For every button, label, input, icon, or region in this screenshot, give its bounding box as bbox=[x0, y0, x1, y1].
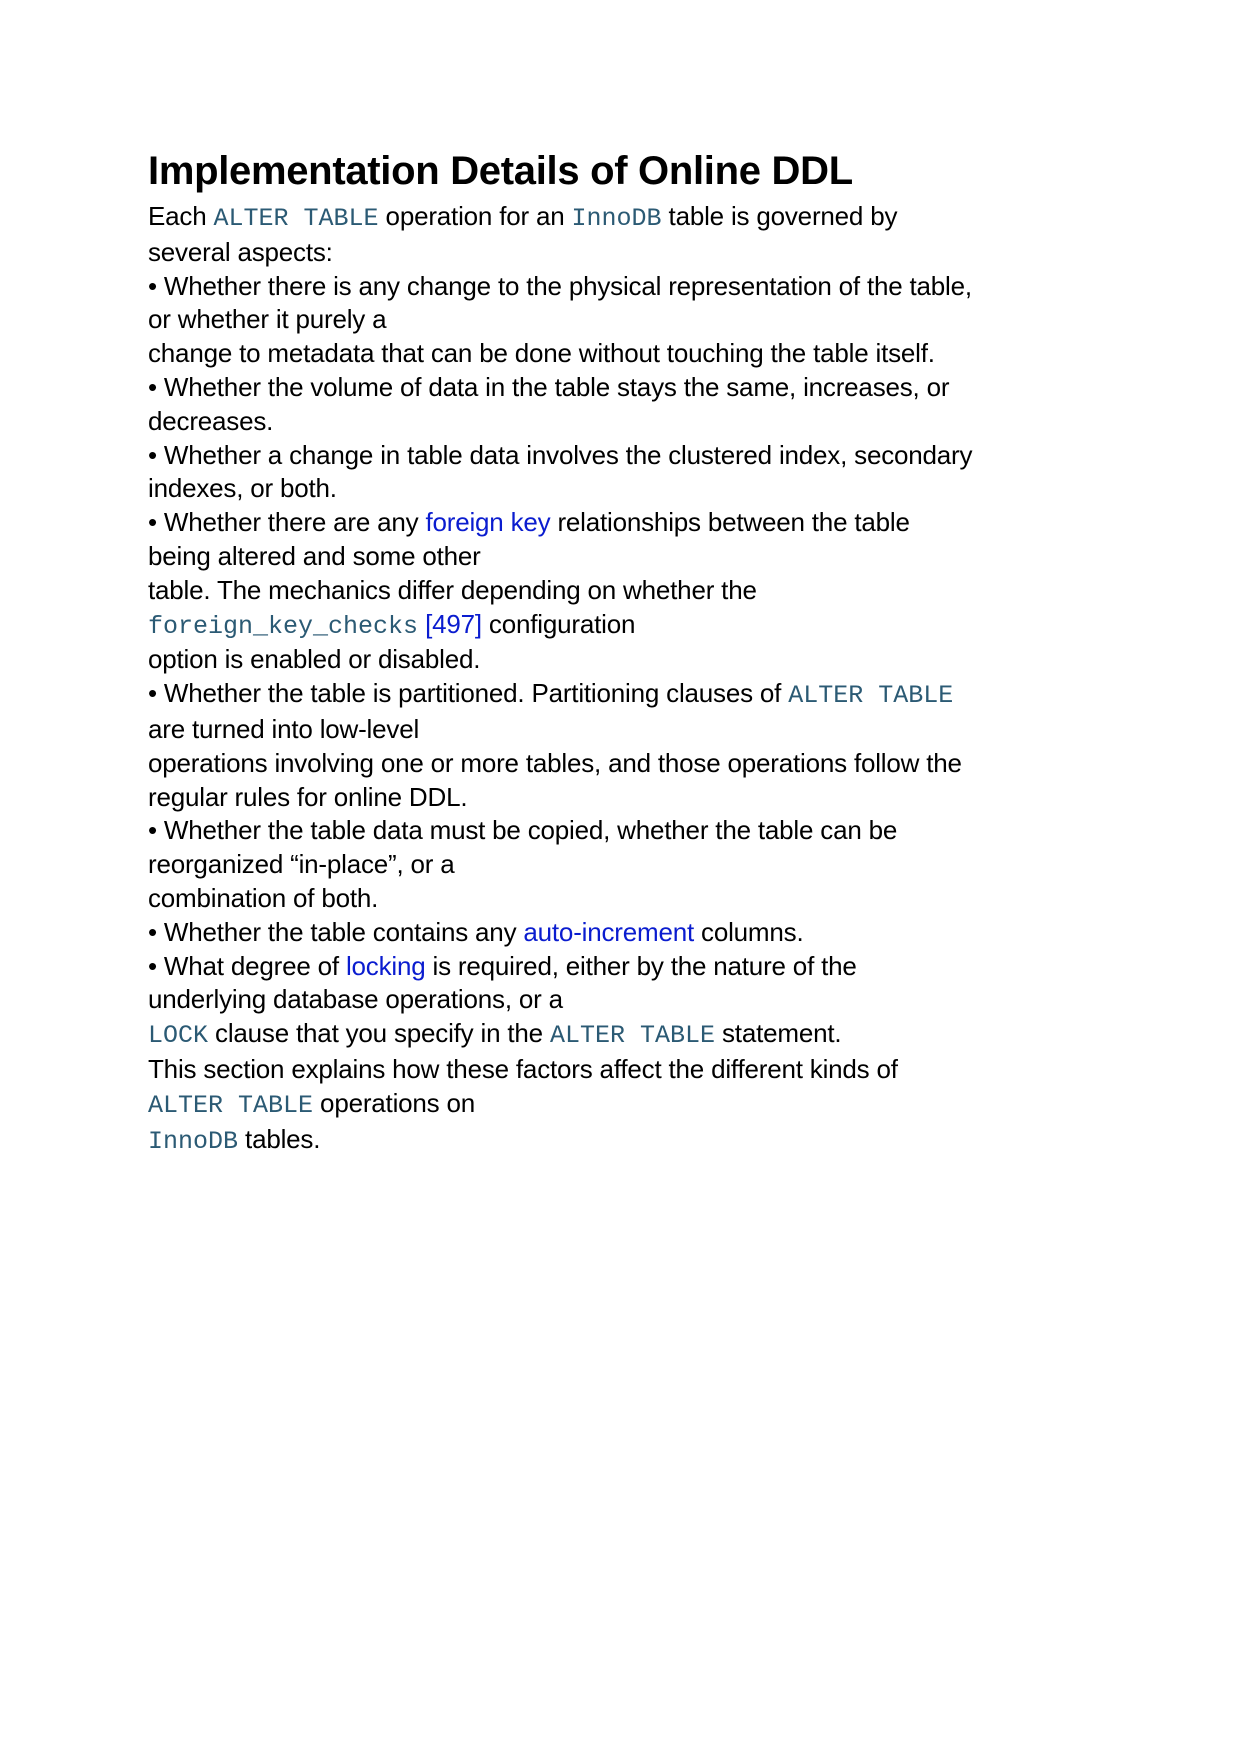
text-line bbox=[148, 337, 1098, 371]
text-line bbox=[148, 747, 1098, 781]
code-term: foreign_key_checks bbox=[148, 611, 419, 641]
text-run: change to metadata that can be done without touching the table itself. bbox=[148, 338, 935, 369]
text-run: • Whether there are any bbox=[148, 507, 426, 538]
doc-link[interactable]: foreign key bbox=[425, 507, 551, 538]
text-run: Each bbox=[148, 201, 214, 231]
text-run: table. The mechanics differ depending on whether the bbox=[148, 574, 757, 605]
text-line bbox=[148, 916, 1098, 950]
text-run: reorganized “in-place”, or a bbox=[148, 849, 455, 880]
text-run: tables. bbox=[238, 1123, 321, 1154]
doc-link[interactable]: [497] bbox=[425, 608, 482, 639]
page-title: Implementation Details of Online DDL bbox=[148, 149, 853, 193]
text-run: clause that you specify in the bbox=[208, 1018, 550, 1049]
text-run: • Whether a change in table data involves the clustered index, secondary bbox=[148, 439, 973, 470]
text-line bbox=[148, 713, 1098, 747]
text-run: combination of both. bbox=[148, 882, 379, 913]
text-line bbox=[148, 200, 1098, 236]
text-line bbox=[148, 270, 1098, 304]
text-line bbox=[148, 236, 1098, 270]
text-run: columns. bbox=[694, 916, 804, 947]
text-line bbox=[148, 506, 1098, 540]
text-line bbox=[148, 814, 1098, 848]
code-term: InnoDB bbox=[571, 204, 662, 233]
text-run: This section explains how these factors affect the different kinds of bbox=[148, 1053, 898, 1084]
text-line bbox=[148, 781, 1098, 815]
text-line bbox=[148, 303, 1098, 337]
text-line bbox=[148, 643, 1098, 677]
text-run: is required, either by the nature of the bbox=[425, 950, 857, 981]
text-run: operations involving one or more tables, and those operations follow the bbox=[148, 747, 962, 778]
body-text bbox=[148, 200, 1098, 1158]
text-run: operations on bbox=[313, 1087, 476, 1118]
text-run: configuration bbox=[481, 608, 636, 639]
document-page bbox=[148, 146, 1098, 1158]
text-line bbox=[148, 608, 1098, 644]
text-line bbox=[148, 1087, 1098, 1123]
text-run: operation for an bbox=[378, 201, 572, 231]
text-run: regular rules for online DDL. bbox=[148, 781, 468, 812]
text-line bbox=[148, 405, 1098, 439]
code-term: ALTER TABLE bbox=[213, 204, 379, 233]
text-line bbox=[148, 882, 1098, 916]
text-run: • What degree of bbox=[148, 950, 346, 981]
text-run: • Whether the table is partitioned. Partitioning clauses of bbox=[148, 678, 789, 709]
text-line bbox=[148, 574, 1098, 608]
text-line bbox=[148, 950, 1098, 984]
code-term: ALTER TABLE bbox=[788, 681, 954, 711]
text-run: indexes, or both. bbox=[148, 473, 337, 504]
doc-link[interactable]: auto-increment bbox=[523, 916, 695, 947]
text-line bbox=[148, 371, 1098, 405]
text-line bbox=[148, 848, 1098, 882]
text-run: relationships between the table bbox=[550, 507, 910, 538]
text-run: • Whether the table data must be copied, whether the table can be bbox=[148, 815, 898, 846]
code-term: ALTER TABLE bbox=[549, 1021, 715, 1051]
text-run: option is enabled or disabled. bbox=[148, 644, 481, 675]
text-run: several aspects: bbox=[148, 236, 333, 267]
text-line bbox=[148, 983, 1098, 1017]
text-line bbox=[148, 1053, 1098, 1087]
text-run: • Whether the volume of data in the table stays the same, increases, or bbox=[148, 371, 950, 402]
code-term: InnoDB bbox=[148, 1126, 239, 1156]
doc-link[interactable]: locking bbox=[345, 950, 426, 981]
text-line bbox=[148, 439, 1098, 473]
text-line bbox=[148, 677, 1098, 713]
text-run: being altered and some other bbox=[148, 540, 481, 571]
code-term: ALTER TABLE bbox=[148, 1090, 314, 1120]
text-line bbox=[148, 1123, 1098, 1159]
text-run: or whether it purely a bbox=[148, 304, 387, 335]
code-term: LOCK bbox=[148, 1021, 209, 1051]
text-run: underlying database operations, or a bbox=[148, 984, 563, 1015]
text-run: table is governed by bbox=[661, 201, 898, 231]
text-run: • Whether there is any change to the physical representation of the table, bbox=[148, 270, 972, 301]
text-line bbox=[148, 472, 1098, 506]
text-run: statement. bbox=[714, 1018, 842, 1049]
text-line bbox=[148, 1017, 1098, 1053]
text-run: are turned into low-level bbox=[148, 713, 420, 744]
text-run: • Whether the table contains any bbox=[148, 916, 524, 947]
text-line bbox=[148, 540, 1098, 574]
text-run: decreases. bbox=[148, 405, 274, 436]
